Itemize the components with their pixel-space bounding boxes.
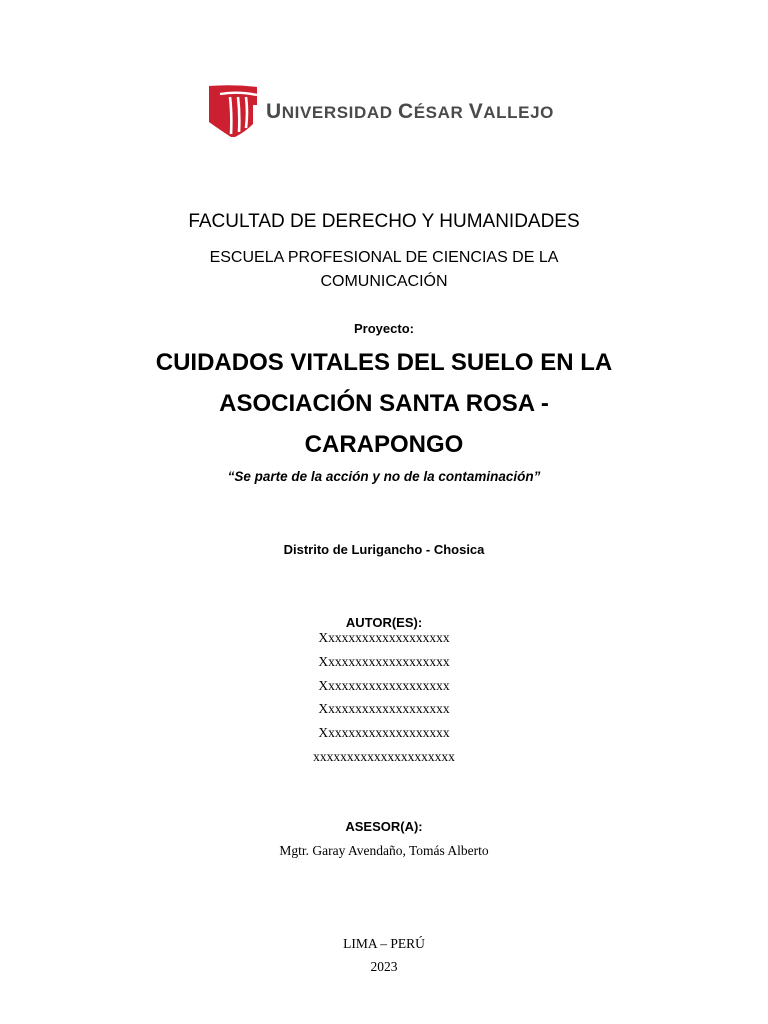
university-logo-text: UNIVERSIDAD CÉSAR VALLEJO	[266, 100, 554, 123]
project-title-line-1: CUIDADOS VITALES DEL SUELO EN LA	[155, 349, 613, 376]
author-name: Xxxxxxxxxxxxxxxxxxx	[318, 725, 450, 740]
faculty-name: FACULTAD DE DERECHO Y HUMANIDADES	[188, 211, 580, 232]
ucv-emblem-icon	[208, 84, 258, 138]
author-name: Xxxxxxxxxxxxxxxxxxx	[318, 678, 450, 693]
advisor-label: ASESOR(A):	[345, 819, 423, 834]
project-title-line-3: CARAPONGO	[304, 431, 464, 458]
project-slogan: “Se parte de la acción y no de la contaminación”	[227, 469, 541, 484]
project-label: Proyecto:	[354, 321, 414, 336]
author-name: Xxxxxxxxxxxxxxxxxxx	[318, 630, 450, 645]
place: LIMA – PERÚ	[343, 936, 425, 951]
authors-label: AUTOR(ES):	[345, 615, 423, 630]
district-name: Distrito de Lurigancho - Chosica	[283, 542, 485, 557]
project-title-line-2: ASOCIACIÓN SANTA ROSA -	[219, 390, 549, 417]
advisor-name: Mgtr. Garay Avendaño, Tomás Alberto	[279, 843, 489, 858]
year: 2023	[370, 959, 398, 974]
author-name: Xxxxxxxxxxxxxxxxxxx	[318, 654, 450, 669]
author-name: xxxxxxxxxxxxxxxxxxxxx	[313, 749, 455, 764]
school-name-line-1: ESCUELA PROFESIONAL DE CIENCIAS DE LA	[209, 249, 559, 266]
author-name: Xxxxxxxxxxxxxxxxxxx	[318, 701, 450, 716]
school-name-line-2: COMUNICACIÓN	[320, 273, 448, 290]
